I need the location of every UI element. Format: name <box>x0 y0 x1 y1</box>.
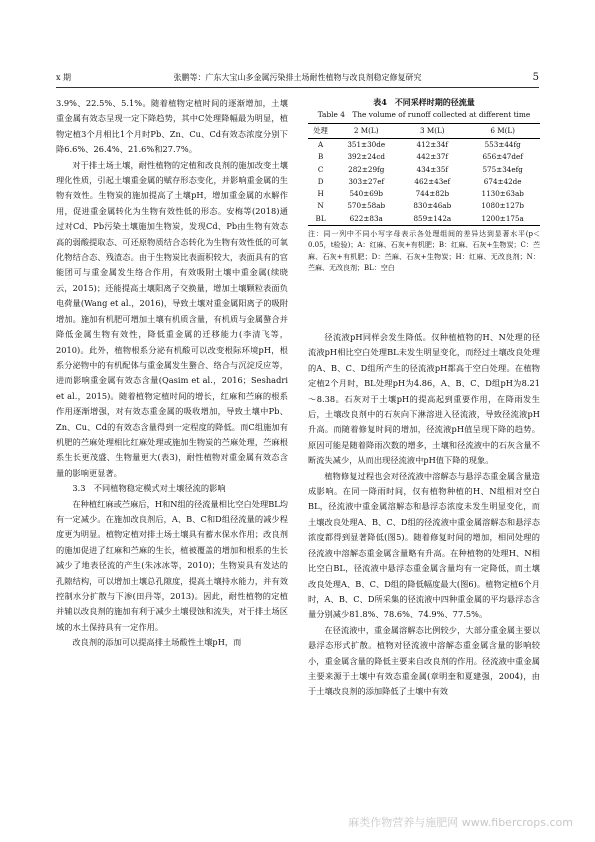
col-header: 6 M(L) <box>465 124 540 139</box>
table-cell: 656±47def <box>482 152 523 162</box>
paragraph: 3.9%、22.5%、5.1%。随着植物定植时间的逐渐增加，土壤重金属有效态呈现一定下降趋势，其中C处理降幅最为明显，植物定植3个月相比1个月时Pb、Zn、Cu、Cd有效态浓度分别下降6.6%、26.4%、21.6%和27.7%。 <box>56 98 288 155</box>
table-cell: 462±43ef <box>414 176 451 186</box>
issue-label: x 期 <box>56 73 72 82</box>
running-title: 张鹏等：广东大宝山多金属污染排土场耐性植物与改良剂稳定修复研究 <box>173 73 422 82</box>
table-row <box>308 139 540 152</box>
table-cell: B <box>317 152 324 162</box>
header-rule <box>56 87 539 88</box>
table-cell: 351±30de <box>347 140 386 149</box>
page-number: 5 <box>532 72 539 83</box>
paragraph: 对于排土场土壤，耐性植物的定植和改良剂的施加改变土壤理化性质，引起土壤重金属的赋存形态变化，并影响重金属的生物有效性。生物炭的施加提高了土壤pH，增加重金属的水解作用，促进重金属转化为生物有效性低的形态。安梅等(2018)通过对Cd、Pb污染土壤施加生物炭，发现Cd、Pb由生物有效态高的弱酸提取态、可还原物质结合态转化为生物有效性低的可氧化物结合态、残渣态。由于生物炭比表面积较大，表面具有的官能团可与重金属发生络合作用，有效吸附土壤中重金属(续晓云，2015)；还能提高土壤阳离子交换量，增加土壤颗粒表面负电荷量(Wang et al.，2016)，导致土壤对重金属阳离子的吸附增加。施加有机肥可增加土壤有机质含量，有机质与金属螯合并降低金属生物有效性，降低重金属的迁移能力(李清飞等，2010)。此外，植物根系分泌有机酸可以改变根际环境pH，根系分泌物中的有机配体与重金属发生螯合、络合与沉淀反应等，进而影响重金属有效态含量(Qasim et al.，2016；Seshadri et al.，2015)。随着植物定植时间的增长，红麻和苎麻的根系作用逐渐增强，对有效态重金属的吸收增加，导致土壤中Pb、Zn、Cu、Cd的有效态含量得到一定程度的降低。而C组施加有机肥的苎麻处理相比红麻处理或施加生物炭的苎麻处理，苎麻根系生长更茂盛、生物量更大(表3)，耐性植物对重金属有效态含量的影响更显著。 <box>56 159 288 478</box>
table-row <box>308 164 540 176</box>
table-cell: 859±142a <box>399 213 465 226</box>
table-row <box>308 200 540 212</box>
paragraph: 植物修复过程也会对径流液中溶解态与悬浮态重金属含量造成影响。在同一降雨时间，仅有植物种植的H、N组相对空白BL，径流液中重金属溶解态和悬浮态浓度未发生明显变化，而土壤改良处理A、B、C、D组的径流液中重金属溶解态和悬浮态浓度都得到显著降低(图5)。随着修复时间的增加，相同处理的径流液中溶解态重金属含量略有升高。在种植物的处理H、N相比空白BL，径流液中悬浮态重金属含量均有一定降低，而土壤改良处理A、B、C、D组的降低幅度最大(图6)。植物定植6个月时，A、B、C、D所采集的径流液中四种重金属的平均悬浮态含量分别减少81.8%、78.6%、74.9%、77.5%。 <box>308 470 540 620</box>
col-header: 2 M(L) <box>333 124 399 139</box>
table-cell: 434±35f <box>416 164 449 174</box>
paragraph: 在种植红麻或苎麻后，H和N组的径流量相比空白处理BL均有一定减少。在施加改良剂后，A、B、C和D组径流量的减少程度更为明显。植物定植对排土场土壤具有蓄水保水作用；改良剂的施加促进了红麻和苎麻的生长，植被覆盖的增加和根系的生长减少了地表径流的产生(朱冰冰等，2010)；生物炭具有发达的孔隙结构，可以增加土壤总孔隙度，提高土壤持水能力，并有效控制水分扩散与下渗(田丹等，2013)。因此，耐性植物的定植并辅以改良剂的施加有利于减少土壤侵蚀和流失，对于排土场区域的水土保持具有一定作用。 <box>56 498 288 632</box>
table-cell: 540±69b <box>349 189 383 199</box>
table-cell: 282±29fg <box>348 164 385 174</box>
table-cell: 570±58ab <box>347 201 386 211</box>
runoff-table <box>308 123 540 226</box>
table-cell: 622±83a <box>333 213 399 226</box>
table-cell: 575±34efg <box>482 164 523 174</box>
table-cell: 412±34f <box>416 140 449 149</box>
table-cell: BL <box>308 213 333 226</box>
table-cell: 1080±127b <box>481 201 524 211</box>
table-caption-en: Table 4 The volume of runoff collected at different time <box>317 110 531 119</box>
table-cell: 442±37f <box>416 152 449 162</box>
runoff-table-block <box>308 96 540 275</box>
table-cell: 1130±63ab <box>481 189 524 199</box>
paragraph: 在径流液中，重金属溶解态比例较少，大部分重金属主要以悬浮态形式扩散。植物对径流液中溶解态重金属含量的影响较小，重金属含量的降低主要来自改良剂的作用。径流液中重金属主要来源于土壤中有效态重金属(章明奎和夏建强，2004)，由于土壤改良剂的添加降低了土壤中有效 <box>308 624 540 697</box>
table-cell: 392±24cd <box>347 152 385 162</box>
table-row <box>308 176 540 188</box>
table-cell: H <box>317 189 324 199</box>
table-cell: C <box>317 164 324 174</box>
table-cell: 744±82b <box>415 189 450 199</box>
section-heading: 3.3 不同植物稳定模式对土壤径流的影响 <box>72 483 226 494</box>
table-note: 注：同一列中不同小写字母表示各处理组间的差异达到显著水平(p＜0.05，t检验)；A：红麻、石灰+有机肥；B：红麻、石灰+生物炭；C：苎麻、石灰+有机肥；D：苎麻、石灰+生物炭；H：红麻、无改良剂；N：苎麻、无改良剂；BL：空白 <box>308 230 540 273</box>
table-cell: D <box>317 176 324 186</box>
table-cell: 1200±175a <box>465 213 540 226</box>
right-column <box>308 330 540 700</box>
table-cell: 830±46ab <box>413 201 452 211</box>
watermark: 麻类作物营养与施肥网 www.fibercrops.com <box>348 816 573 829</box>
left-column <box>56 96 288 651</box>
running-header <box>56 70 539 86</box>
table-cell: 553±44fg <box>484 140 521 149</box>
col-header: 3 M(L) <box>399 124 465 139</box>
paragraph: 改良剂的添加可以提高排土场酸性土壤pH，而 <box>72 637 242 648</box>
col-header: 处理 <box>308 124 333 139</box>
table-cell: N <box>317 201 324 211</box>
table-row <box>308 213 540 226</box>
table-cell: 674±42de <box>483 176 522 186</box>
table-cell: 303±27ef <box>348 176 385 186</box>
paragraph: 径流液pH同样会发生降低。仅种植植物的H、N处理的径流液pH相比空白处理BL未发生明显变化，而经过土壤改良处理的A、B、C、D组所产生的径流液pH都高于空白处理。在植物定植2个月时，BL处理pH为4.86，A、B、C、D组pH为8.21～8.38。石灰对于土壤pH的提高起到重要作用，在降雨发生后，土壤改良剂中的石灰向下淋溶进入径流液，导致径流液pH升高。而随着修复时间的增加，径流液pH值呈现下降的趋势。原因可能是随着降雨次数的增多，土壤和径流液中的石灰含量不断流失减少，从而出现径流液中pH值下降的现象。 <box>308 332 540 466</box>
table-cell: A <box>317 140 324 149</box>
table-row <box>308 188 540 200</box>
table-row <box>308 151 540 163</box>
table-caption-cn: 表4 不同采样时期的径流量 <box>373 97 475 107</box>
table-header-row <box>308 124 540 139</box>
